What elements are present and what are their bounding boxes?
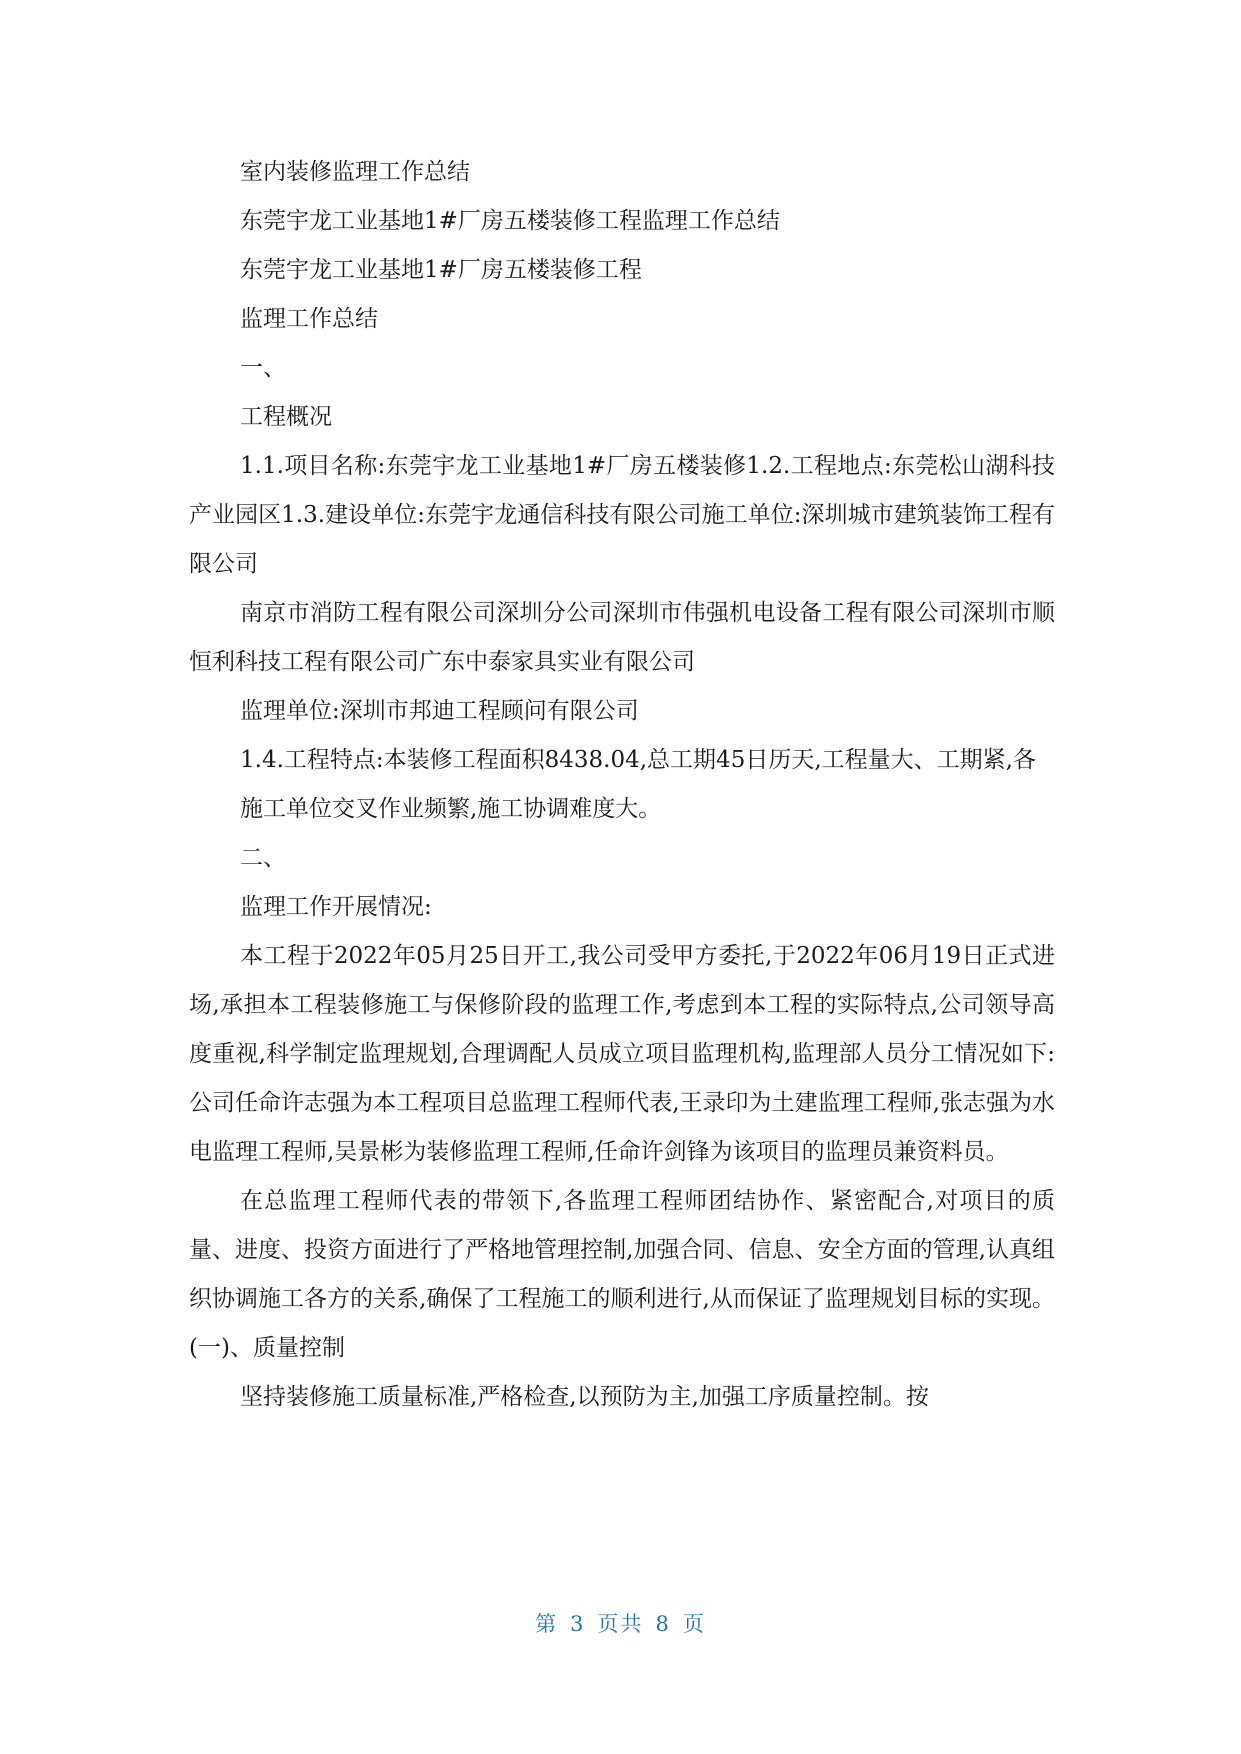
overview-paragraph: 1.1.项目名称:东莞宇龙工业基地1#厂房五楼装修1.2.工程地点:东莞松山湖科技产业园区1.3.建设单位:东莞宇龙通信科技有限公司施工单位:深圳城市建筑装饰工程有限公司 bbox=[189, 453, 1055, 577]
coordination-paragraph: 施工单位交叉作业频繁,施工协调难度大。 bbox=[240, 796, 662, 822]
page-label-prefix: 第 bbox=[535, 1612, 559, 1636]
supervisor-unit-paragraph: 监理单位:深圳市邦迪工程顾问有限公司 bbox=[240, 698, 639, 724]
contractors-paragraph: 南京市消防工程有限公司深圳分公司深圳市伟强机电设备工程有限公司深圳市顺恒利科技工程有限公司广东中泰家具实业有限公司 bbox=[189, 600, 1055, 675]
leadership-paragraph: 在总监理工程师代表的带领下,各监理工程师团结协作、紧密配合,对项目的质量、进度、投资方面进行了严格地管理控制,加强合同、信息、安全方面的管理,认真组织协调施工各方的关系,确保了工程施工的顺利进行,从而保证了监理规划目标的实现。(一)、质量控制 bbox=[189, 1188, 1055, 1361]
summary-heading: 监理工作总结 bbox=[240, 306, 378, 332]
document-body bbox=[189, 148, 1055, 1422]
section-heading-work: 监理工作开展情况: bbox=[240, 894, 432, 920]
page-label-suffix: 页 bbox=[682, 1612, 706, 1636]
section-heading-overview: 工程概况 bbox=[240, 404, 332, 430]
section-number-2: 二、 bbox=[240, 845, 286, 871]
page-footer bbox=[0, 1608, 1241, 1638]
project-name-heading: 东莞宇龙工业基地1#厂房五楼装修工程 bbox=[240, 257, 642, 283]
quality-paragraph: 坚持装修施工质量标准,严格检查,以预防为主,加强工序质量控制。按 bbox=[240, 1384, 929, 1410]
doc-subtitle: 东莞宇龙工业基地1#厂房五楼装修工程监理工作总结 bbox=[240, 208, 780, 234]
total-pages-number: 8 bbox=[655, 1612, 671, 1636]
doc-title: 室内装修监理工作总结 bbox=[240, 159, 470, 185]
current-page-number: 3 bbox=[570, 1612, 586, 1636]
page-label-mid: 页共 bbox=[597, 1612, 644, 1636]
section-number-1: 一、 bbox=[240, 355, 286, 381]
features-paragraph: 1.4.工程特点:本装修工程面积8438.04,总工期45日历天,工程量大、工期紧,各 bbox=[240, 747, 1036, 773]
work-paragraph: 本工程于2022年05月25日开工,我公司受甲方委托,于2022年06月19日正式进场,承担本工程装修施工与保修阶段的监理工作,考虑到本工程的实际特点,公司领导高度重视,科学制定监理规划,合理调配人员成立项目监理机构,监理部人员分工情况如下:公司任命许志强为本工程项目总监理工程师代表,王录印为土建监理工程师,张志强为水电监理工程师,吴景彬为装修监理工程师,任命许剑锋为该项目的监理员兼资料员。 bbox=[189, 943, 1055, 1165]
